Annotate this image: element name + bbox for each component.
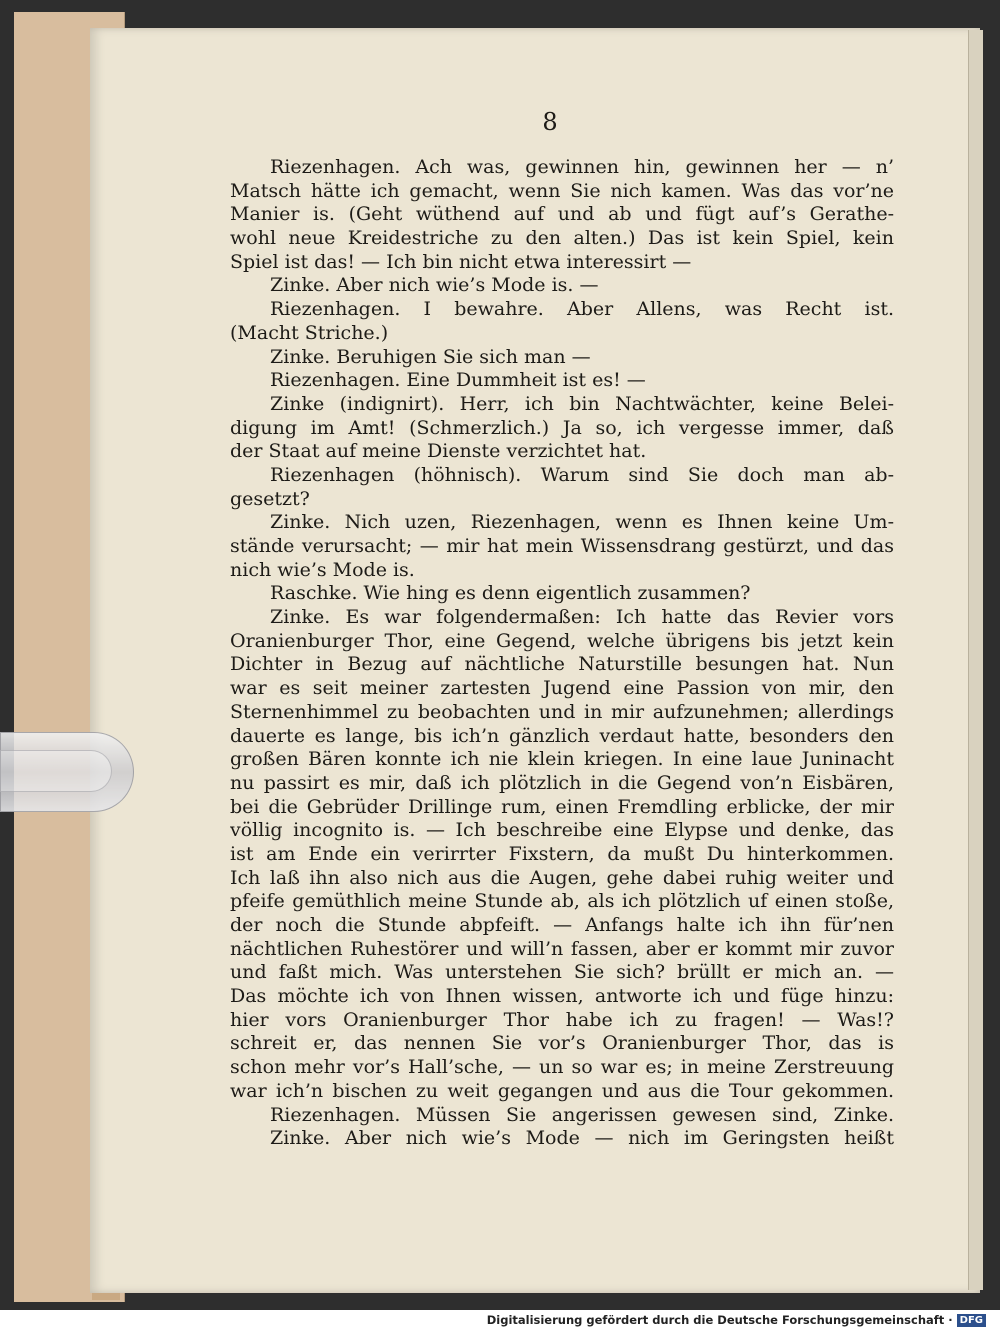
text-line: dauerte es lange, bis ich’n gänzlich verdaut hatte, besonders den (230, 724, 894, 747)
text-line: Dichter in Bezug auf nächtliche Naturstille besungen hat. Nun (230, 653, 894, 676)
text-line: war es seit meiner zartesten Jugend eine Passion von mir, den (230, 677, 894, 700)
text-line: Das möchte ich von Ihnen wissen, antworte ich und füge hinzu: (230, 985, 894, 1008)
text-line: Zinke. Aber nich wie’s Mode — nich im Geringsten heißt (270, 1127, 894, 1150)
text-line: nu passirt es mir, daß ich plötzlich in die Gegend von’n Eisbären, (230, 771, 894, 794)
text-line: Manier is. (Geht wüthend auf und ab und fügt auf’s Gerathe- (230, 203, 894, 226)
text-line: bei die Gebrüder Drillinge rum, einen Fremdling erblicke, der mir (230, 795, 894, 818)
text-line: Zinke. Beruhigen Sie sich man — (270, 345, 591, 368)
text-line: schon mehr vor’s Hall’sche, — un so war es; in meine Zerstreuung (230, 1056, 894, 1079)
text-line: pfeife gemüthlich meine Stunde ab, als ich plötzlich uf einen stoße, (230, 890, 894, 913)
text-line: Riezenhagen (höhnisch). Warum sind Sie doch man ab- (270, 463, 894, 486)
text-line: Oranienburger Thor, eine Gegend, welche übrigens bis jetzt kein (230, 629, 894, 652)
text-line: wohl neue Kreidestriche zu den alten.) Das ist kein Spiel, kein (230, 227, 894, 250)
text-line: ist am Ende ein verirrter Fixstern, da mußt Du hinterkommen. (230, 842, 894, 865)
text-line: und faßt mich. Was unterstehen Sie sich? brüllt er mich an. — (230, 961, 894, 984)
text-line: hier vors Oranienburger Thor habe ich zu fragen! — Was!? (230, 1008, 894, 1031)
text-line: nich wie’s Mode is. (230, 558, 415, 581)
text-line: Zinke. Es war folgendermaßen: Ich hatte das Revier vors (270, 606, 894, 629)
text-line: großen Bären konnte ich nie klein kriegen. In eine laue Juninacht (230, 748, 894, 771)
text-line: Sternenhimmel zu beobachten und in mir aufzunehmen; allerdings (230, 700, 894, 723)
text-line: schreit er, das nennen Sie vor’s Oranienburger Thor, das is (230, 1032, 894, 1055)
text-line: Zinke (indignirt). Herr, ich bin Nachtwächter, keine Belei- (270, 392, 894, 415)
text-line: (Macht Striche.) (230, 321, 389, 344)
digitization-credit (487, 1313, 986, 1327)
text-line: völlig incognito is. — Ich beschreibe eine Elypse und denke, das (230, 819, 894, 842)
text-line: stände verursacht; — mir hat mein Wissensdrang gestürzt, und das (230, 535, 894, 557)
page-clip-highlight (0, 750, 112, 792)
text-line: Riezenhagen. Müssen Sie angerissen gewesen sind, Zinke. (270, 1103, 894, 1126)
text-line: digung im Amt! (Schmerzlich.) Ja so, ich vergesse immer, daß (230, 416, 894, 439)
text-line: der Staat auf meine Dienste verzichtet hat. (230, 440, 647, 463)
text-line: Raschke. Wie hing es denn eigentlich zusammen? (270, 582, 751, 605)
text-line: der noch die Stunde abpfeift. — Anfangs halte ich ihn für’nen (230, 914, 894, 936)
text-line: Riezenhagen. Eine Dummheit ist es! — (270, 369, 646, 392)
text-line: Zinke. Nich uzen, Riezenhagen, wenn es Ihnen keine Um- (270, 511, 894, 534)
page-stack-edge (968, 30, 983, 1290)
text-line: Riezenhagen. Ach was, gewinnen hin, gewinnen her — n’ (270, 156, 894, 178)
text-line: Matsch hätte ich gemacht, wenn Sie nich kamen. Was das vor’ne (230, 179, 894, 202)
dfg-logo-icon: DFG (957, 1314, 986, 1327)
page-text-body (230, 156, 894, 1151)
text-line: Zinke. Aber nich wie’s Mode is. — (270, 274, 599, 297)
page-number: 8 (542, 108, 558, 136)
text-line: Ich laß ihn also nich aus die Augen, gehe dabei ruhig weiter und (230, 866, 894, 889)
text-line: Riezenhagen. I bewahre. Aber Allens, was Recht ist. (270, 298, 894, 321)
text-line: Spiel ist das! — Ich bin nicht etwa interessirt — (230, 250, 692, 273)
text-line: nächtlichen Ruhestörer und will’n fassen, aber er kommt mir zuvor (230, 937, 894, 960)
text-line: gesetzt? (230, 487, 310, 510)
text-line: war ich’n bischen zu weit gegangen und aus die Tour gekommen. (230, 1079, 894, 1102)
credit-text: Digitalisierung gefördert durch die Deutsche Forschungsgemeinschaft · (486, 1313, 953, 1327)
